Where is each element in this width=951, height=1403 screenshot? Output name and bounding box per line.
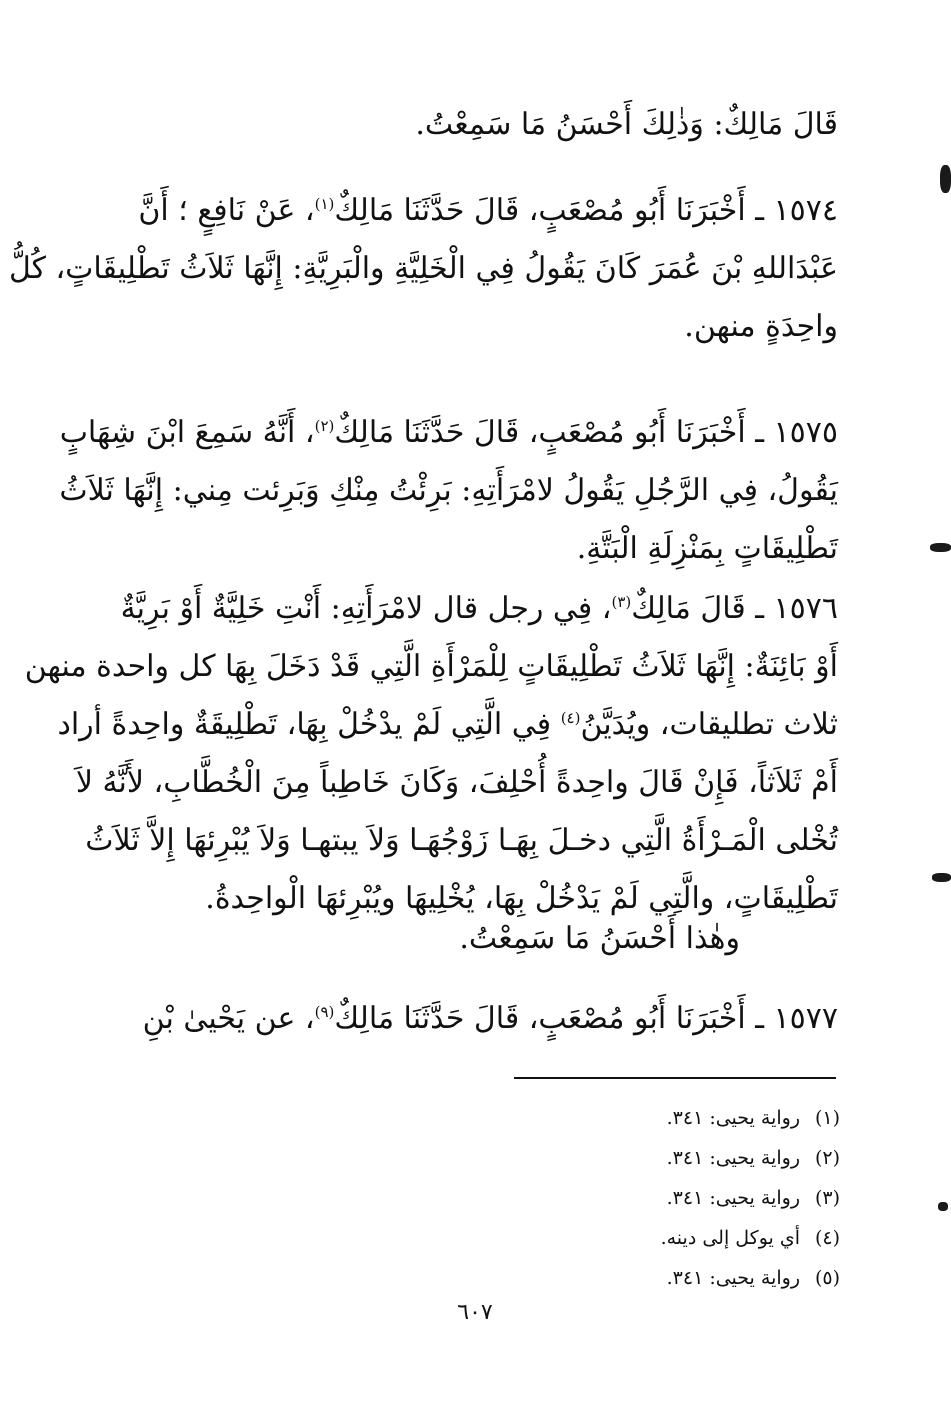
- footnote-ref: (٤): [560, 709, 581, 727]
- text-line: [120, 580, 838, 638]
- paragraph-1576: [24, 580, 838, 928]
- footnote-number: (٣): [814, 1187, 840, 1209]
- page-number: ٦٠٧: [457, 1300, 493, 1325]
- paragraph-1574: [8, 182, 838, 356]
- text-line: تُخْلى الْمَـرْأَةُ الَّتِي دخـلَ بِهَـا زَوْجُهَـا وَلاَ يبتهـا وَلاَ يُبْرِئهَا إِلاَّ ثَلاَثُ: [85, 823, 838, 858]
- footnote-separator: [514, 1077, 836, 1079]
- narration-text: ، عَنْ نَافِعٍ ؛ أَنَّ: [138, 193, 315, 228]
- text-line: تَطْلِيقَاتٍ بِمَنْزِلَةِ الْبَتَّةِ.: [576, 531, 838, 566]
- text-line: عَبْدَاللهِ بْنَ عُمَرَ كَانَ يَقُولُ فِي الْخَلِيَّةِ والْبَرِيَّةِ: إِنَّهَا ثَلاَثُ تَطْلِيقَاتٍ، كُلُّ: [8, 251, 838, 286]
- narration-text: ١٥٧٥ ـ أَخْبَرَنَا أَبُو مُصْعَبٍ، قَالَ حَدَّثَنَا مَالِكٌ: [334, 415, 838, 450]
- footnote-number: (٥): [814, 1267, 840, 1289]
- text-line: وهٰذا أَحْسَنُ مَا سَمِعْتُ.: [459, 921, 740, 956]
- narration-text: فِي الَّتِي لَمْ يدْخُلْ بِهَا، تَطْلِيقَةٌ واحِدةً أراد: [57, 707, 561, 742]
- text-line: يَقُولُ، فِي الرَّجُلِ يَقُولُ لامْرَأَتِهِ: بَرِئْتُ مِنْكِ وَبَرِئت مِني: إِنَّهَا ثَلاَثُ: [59, 473, 838, 508]
- scan-mark: [940, 165, 951, 193]
- footnote-item: [514, 1218, 840, 1258]
- text-line: [130, 990, 838, 1048]
- footnote-text: رواية يحيى: ٣٤١.: [666, 1267, 800, 1289]
- narration-text: ١٥٧٧ ـ أَخْبَرَنَا أَبُو مُصْعَبٍ، قَالَ حَدَّثَنَا مَالِكٌ: [334, 1001, 838, 1036]
- footnote-ref: (٣): [611, 593, 632, 611]
- paragraph-closing-remark: [130, 96, 838, 154]
- narration-text: ١٥٧٦ ـ قَالَ مَالِكٌ: [631, 591, 838, 626]
- footnote-text: أي يوكل إلى دينه.: [660, 1227, 800, 1249]
- footnote-item: [514, 1098, 840, 1138]
- footnote-ref: (١): [314, 195, 335, 213]
- footnote-number: (٢): [814, 1147, 840, 1169]
- footnote-text: رواية يحيى: ٣٤١.: [666, 1147, 800, 1169]
- text-line: [57, 696, 838, 754]
- footnote-ref: (٢): [314, 417, 335, 435]
- narration-text: ، فِي رجل قال لامْرَأَتِهِ: أَنْتِ خَلِيَّةٌ أَوْ بَرِيَّةٌ: [120, 591, 612, 626]
- footnote-item: [514, 1138, 840, 1178]
- narration-text: ، عن يَحْيىٰ بْنِ: [142, 1001, 315, 1036]
- footnote-ref: (٩): [314, 1003, 335, 1021]
- scan-mark: [930, 543, 951, 552]
- narration-text: ١٥٧٤ ـ أَخْبَرَنَا أَبُو مُصْعَبٍ، قَالَ حَدَّثَنَا مَالِكٌ: [334, 193, 838, 228]
- scan-mark: [938, 1202, 948, 1211]
- footnotes: [514, 1098, 840, 1298]
- footnote-number: (٤): [814, 1227, 840, 1249]
- text-line: قَالَ مَالِكٌ: وَذٰلِكَ أَحْسَنُ مَا سَمِعْتُ.: [415, 107, 838, 142]
- footnote-item: [514, 1258, 840, 1298]
- scan-mark: [932, 873, 951, 882]
- footnote-text: رواية يحيى: ٣٤١.: [666, 1187, 800, 1209]
- paragraph-closing-line: [130, 910, 740, 968]
- text-line: [59, 404, 838, 462]
- text-line: أَمْ ثَلاَثاً، فَإِنْ قَالَ واحِدةً أُحْلِفَ، وَكَانَ خَاطِباً مِنَ الْخُطَّابِ، لأَنَّهُ لاَ: [75, 765, 838, 800]
- narration-text: ثلاث تطليقات، ويُدَيَّنُ: [580, 707, 838, 742]
- paragraph-1577: [130, 990, 838, 1048]
- paragraph-1575: [59, 404, 838, 578]
- text-line: [130, 182, 838, 240]
- narration-text: ، أَنَّهُ سَمِعَ ابْنَ شِهَابٍ: [59, 415, 315, 450]
- text-line: أَوْ بَائِنَةٌ: إِنَّهَا ثَلاَثُ تَطْلِيقَاتٍ لِلْمَرْأَةِ الَّتِي قَدْ دَخَلَ بِهَا كل واحدة منهن: [24, 649, 838, 684]
- footnote-item: [514, 1178, 840, 1218]
- footnote-text: رواية يحيى: ٣٤١.: [666, 1107, 800, 1129]
- text-line: واحِدَةٍ منهن.: [684, 309, 838, 344]
- footnote-number: (١): [814, 1107, 840, 1129]
- text-line: تَطْلِيقَاتٍ، والَّتِي لَمْ يَدْخُلْ بِهَا، يُخْلِيهَا ويُبْرِئهَا الْواحِدةُ.: [205, 881, 838, 916]
